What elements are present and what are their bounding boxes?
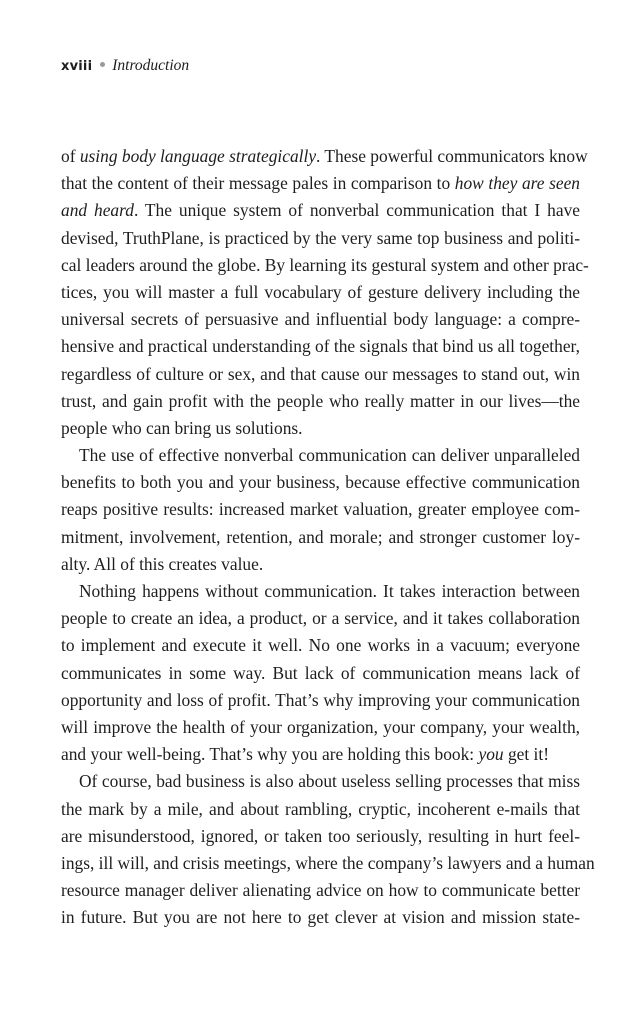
header-separator-dot bbox=[100, 62, 105, 67]
emphasis-text: using body language strategically bbox=[79, 146, 317, 166]
text-run: people to create an idea, a product, or a service, and it takes collaboration bbox=[61, 608, 580, 629]
text-line bbox=[61, 605, 580, 632]
text-run: The use of effective nonverbal communication can deliver unparalleled bbox=[79, 445, 580, 466]
body-text bbox=[61, 143, 595, 931]
text-run: mitment, involvement, retention, and morale; and stronger customer loy- bbox=[61, 526, 580, 547]
text-line bbox=[61, 333, 580, 360]
text-line bbox=[61, 578, 580, 605]
text-line bbox=[61, 524, 580, 551]
text-line bbox=[61, 768, 580, 795]
text-line bbox=[61, 415, 580, 442]
text-line bbox=[61, 306, 580, 333]
text-line bbox=[61, 143, 588, 170]
text-run: Nothing happens without communication. It takes interaction between bbox=[79, 581, 580, 601]
text-line bbox=[61, 796, 580, 823]
text-line bbox=[61, 877, 580, 904]
text-line bbox=[61, 252, 589, 279]
text-run: devised, TruthPlane, is practiced by the very same top business and politi- bbox=[61, 227, 580, 248]
text-run: alty. All of this creates value. bbox=[61, 553, 264, 574]
text-run: to implement and execute it well. No one works in a vacuum; everyone bbox=[61, 635, 580, 656]
text-line bbox=[61, 225, 580, 252]
text-run: benefits to both you and your business, because effective communication bbox=[61, 472, 580, 493]
text-run: and your well-being. That’s why you are holding this book: bbox=[61, 744, 479, 765]
text-run: are misunderstood, ignored, or taken too seriously, resulting in hurt feel- bbox=[61, 825, 580, 846]
text-line bbox=[61, 850, 595, 877]
text-line bbox=[61, 279, 580, 306]
text-line bbox=[61, 632, 580, 659]
text-run: that the content of their message pales in comparison to bbox=[61, 173, 455, 194]
emphasis-text: and heard bbox=[61, 200, 134, 221]
text-run: Of course, bad business is also about useless selling processes that miss bbox=[79, 771, 580, 792]
text-run: people who can bring us solutions. bbox=[61, 417, 303, 438]
text-line bbox=[61, 361, 580, 388]
text-run: universal secrets of persuasive and influential body language: a compre- bbox=[61, 309, 580, 330]
text-line bbox=[61, 170, 580, 197]
text-line bbox=[61, 904, 580, 931]
running-header bbox=[61, 56, 189, 77]
text-run: opportunity and loss of profit. That’s why improving your communication bbox=[61, 689, 580, 710]
text-run: in future. But you are not here to get clever at vision and mission state- bbox=[61, 907, 580, 928]
text-line bbox=[61, 442, 580, 469]
text-line bbox=[61, 687, 580, 714]
emphasis-text: how they are seen bbox=[454, 173, 580, 194]
emphasis-text: you bbox=[478, 744, 504, 765]
page-number: xviii bbox=[61, 59, 93, 74]
text-run: get it! bbox=[503, 744, 550, 765]
text-run: of bbox=[61, 146, 80, 166]
text-line bbox=[61, 197, 580, 224]
text-run: ings, ill will, and crisis meetings, where the company’s lawyers and a human bbox=[61, 852, 595, 873]
text-run: regardless of culture or sex, and that cause our messages to stand out, win bbox=[61, 363, 580, 384]
text-line bbox=[61, 823, 580, 850]
text-run: hensive and practical understanding of the signals that bind us all together, bbox=[61, 336, 580, 357]
text-line bbox=[61, 551, 580, 578]
text-run: communicates in some way. But lack of communication means lack of bbox=[61, 662, 580, 683]
text-run: will improve the health of your organization, your company, your wealth, bbox=[61, 716, 580, 737]
text-run: resource manager deliver alienating advice on how to communicate better bbox=[61, 880, 580, 901]
text-run: . These powerful communicators know bbox=[316, 146, 588, 166]
text-line bbox=[61, 469, 580, 496]
text-run: reaps positive results: increased market valuation, greater employee com- bbox=[61, 499, 580, 520]
paragraph bbox=[61, 442, 580, 578]
paragraph bbox=[61, 578, 580, 768]
paragraph bbox=[61, 768, 595, 931]
text-line bbox=[61, 714, 580, 741]
text-run: . The unique system of nonverbal communication that I have bbox=[133, 200, 580, 221]
chapter-title: Introduction bbox=[112, 57, 190, 74]
text-run: trust, and gain profit with the people who really matter in our lives—the bbox=[61, 390, 580, 411]
text-run: cal leaders around the globe. By learning its gestural system and other prac- bbox=[61, 254, 589, 275]
text-run: tices, you will master a full vocabulary of gesture delivery including the bbox=[61, 281, 580, 302]
text-line bbox=[61, 741, 580, 768]
paragraph bbox=[61, 143, 589, 442]
text-run: the mark by a mile, and about rambling, cryptic, incoherent e-mails that bbox=[61, 798, 580, 819]
text-line bbox=[61, 388, 580, 415]
text-line bbox=[61, 496, 580, 523]
text-line bbox=[61, 660, 580, 687]
